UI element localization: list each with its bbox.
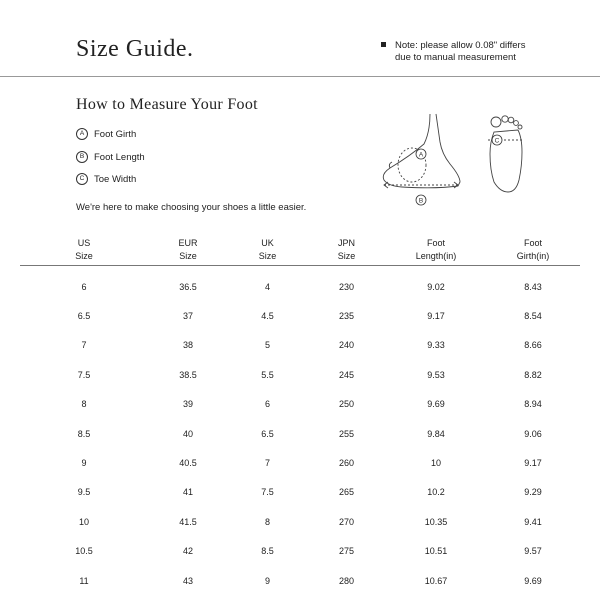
marker-a-icon: A: [76, 128, 88, 140]
illus-marker-c: C: [494, 137, 500, 145]
table-row: 7 38 5 240 9.33 8.66: [81, 340, 542, 351]
page-title: Size Guide.: [76, 36, 194, 62]
table-row: 11 43 9 280 10.67 9.69: [79, 575, 542, 586]
marker-b-icon: B: [76, 151, 88, 163]
legend-item-foot-girth: [76, 128, 136, 140]
legend-item-toe-width: [76, 173, 136, 185]
legend-item-foot-length: [76, 151, 145, 163]
table-row: 9 40.5 7 260 10 9.17: [81, 458, 542, 469]
legend-label: Foot Girth: [94, 128, 137, 140]
square-bullet-icon: [381, 42, 386, 47]
header-uk-size: UK Size: [228, 235, 307, 266]
header-foot-length: Foot Length(in): [386, 235, 486, 266]
illus-marker-a: A: [418, 151, 424, 159]
table-row: 10 41.5 8 270 10.35 9.41: [78, 516, 542, 527]
header-jpn-size: JPN Size: [307, 235, 386, 266]
foot-measurement-illustration: [376, 108, 536, 212]
table-header-row: [20, 235, 580, 266]
note-line-1: Note: please allow 0.08" differs: [395, 40, 526, 51]
table-row: 6 36.5 4 230 9.02 8.43: [81, 281, 542, 292]
note-line-2: due to manual measurement: [395, 52, 516, 63]
header-foot-girth: Foot Girth(in): [486, 235, 580, 266]
header-us-size: US Size: [20, 235, 148, 266]
measurement-note: [381, 40, 525, 64]
size-table: [20, 235, 580, 595]
header-divider: [0, 76, 600, 77]
illus-marker-b: B: [418, 197, 424, 205]
table-row: 8 39 6 250 9.69 8.94: [81, 399, 542, 410]
measure-section-title: How to Measure Your Foot: [76, 96, 258, 113]
header-eur-size: EUR Size: [148, 235, 228, 266]
legend-label: Toe Width: [94, 173, 137, 185]
legend-label: Foot Length: [94, 151, 145, 163]
table-row: 7.5 38.5 5.5 245 9.53 8.82: [77, 369, 542, 380]
table-row: 6.5 37 4.5 235 9.17 8.54: [77, 311, 542, 322]
marker-c-icon: C: [76, 173, 88, 185]
table-row: 10.5 42 8.5 275 10.51 9.57: [75, 546, 542, 557]
table-row: 9.5 41 7.5 265 10.2 9.29: [77, 487, 542, 498]
table-row: 8.5 40 6.5 255 9.84 9.06: [77, 428, 542, 439]
tagline: We're here to make choosing your shoes a little easier.: [76, 202, 307, 213]
